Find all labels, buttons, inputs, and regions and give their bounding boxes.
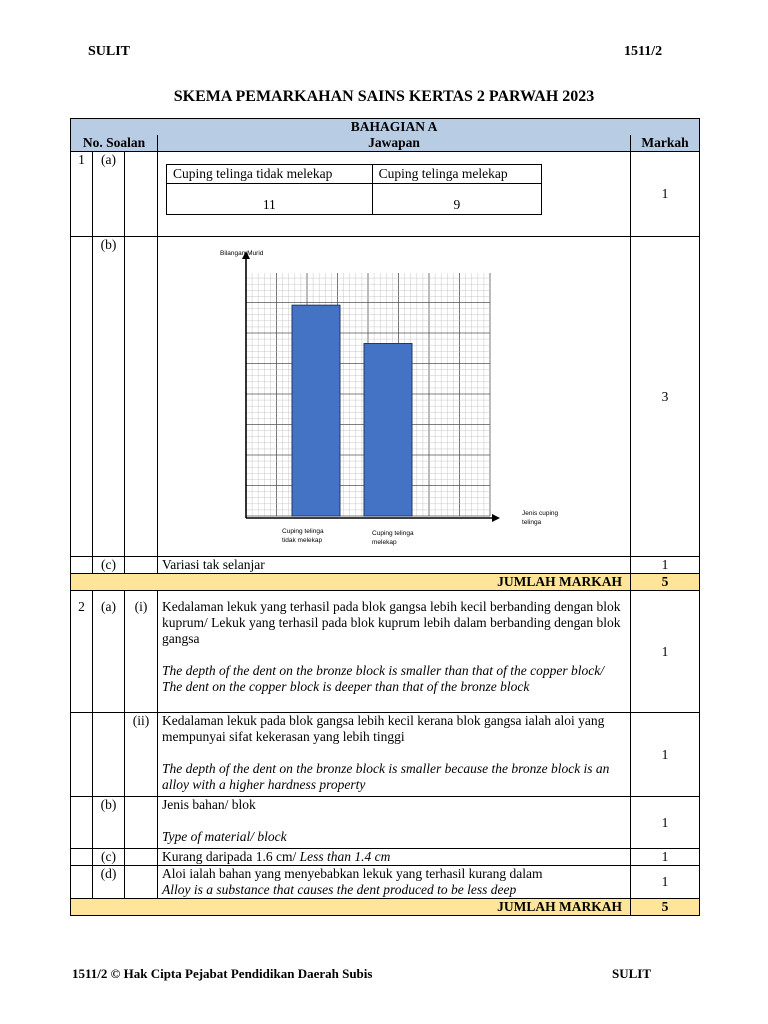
answer-cell: Kedalaman lekuk yang terhasil pada blok gangsa lebih kecil berbanding dengan blok kuprum/ Lekuk yang terhasil pada blok kuprum lebih dalam berbanding dengan blok gangsa The depth of the dent on the bronze block is smaller than that of the copper block/ The dent on the copper block is deeper than that of the bronze block (158, 591, 631, 713)
col-header-no: No. Soalan (71, 135, 158, 152)
ear-value-2: 9 (372, 184, 541, 215)
footer-right: SULIT (612, 966, 652, 981)
answer-cell (158, 152, 631, 237)
mark-cell: 1 (631, 591, 700, 713)
part-label: (a) (93, 591, 125, 713)
category-label-2: Cuping telinga melekap (372, 530, 414, 546)
marking-scheme-table (70, 118, 700, 916)
mark-cell: 1 (631, 797, 700, 849)
x-axis-arrow (492, 514, 500, 522)
bar-2 (364, 344, 412, 517)
header-left: SULIT (88, 44, 131, 59)
total-marks: 5 (631, 899, 700, 916)
mark-cell: 3 (631, 237, 700, 557)
ear-col-2: Cuping telinga melekap (372, 165, 541, 184)
part-label: (c) (93, 849, 125, 866)
ear-value-1: 11 (167, 184, 373, 215)
x-axis-label: Jenis cuping telinga (522, 510, 559, 526)
answer-cell: Kedalaman lekuk pada blok gangsa lebih kecil kerana blok gangsa ialah aloi yang mempunyai sifat kekerasan yang lebih tinggi The depth of the dent on the bronze block is smaller because the bronze block is an alloy with a higher hardness property (158, 713, 631, 797)
total-marks: 5 (631, 574, 700, 591)
section-header-row (71, 119, 700, 136)
bar-chart (220, 241, 570, 551)
total-label: JUMLAH MARKAH (71, 899, 631, 916)
answer-cell: Variasi tak selanjar (158, 557, 631, 574)
ear-lobe-table (166, 164, 542, 215)
col-header-answer: Jawapan (158, 135, 631, 152)
page-title: SKEMA PEMARKAHAN SAINS KERTAS 2 PARWAH 2023 (173, 88, 595, 105)
bar-1 (292, 305, 340, 516)
header-right: 1511/2 (624, 44, 663, 59)
table-row (71, 591, 700, 713)
table-row (71, 849, 700, 866)
part-label: (b) (93, 797, 125, 849)
subpart-label: (i) (125, 591, 158, 713)
table-row (71, 866, 700, 899)
table-row (71, 797, 700, 849)
mark-cell: 1 (631, 849, 700, 866)
table-row (71, 713, 700, 797)
table-row (71, 152, 700, 237)
footer-copyright: 1511/2 © Hak Cipta Pejabat Pendidikan Daerah Subis (72, 966, 373, 981)
answer-cell: Jenis bahan/ blok Type of material/ block (158, 797, 631, 849)
part-label: (c) (93, 557, 125, 574)
answer-cell: Aloi ialah bahan yang menyebabkan lekuk yang terhasil kurang dalam Alloy is a substance that causes the dent produced to be less deep (158, 866, 631, 899)
ear-col-1: Cuping telinga tidak melekap (167, 165, 373, 184)
mark-cell: 1 (631, 557, 700, 574)
category-label-1: Cuping telinga tidak melekap (282, 528, 324, 544)
table-row (71, 237, 700, 557)
part-label: (b) (93, 237, 125, 557)
chart-cell (158, 237, 631, 557)
col-header-marks: Markah (631, 135, 700, 152)
total-label: JUMLAH MARKAH (71, 574, 631, 591)
question-number: 2 (71, 591, 93, 713)
answer-cell: Kurang daripada 1.6 cm/ Less than 1.4 cm (158, 849, 631, 866)
mark-cell: 1 (631, 713, 700, 797)
column-header-row (71, 135, 700, 152)
y-axis-label: Bilangan Murid (220, 250, 264, 257)
mark-cell: 1 (631, 152, 700, 237)
total-row (71, 899, 700, 916)
subpart-label: (ii) (125, 713, 158, 797)
section-title: BAHAGIAN A (158, 119, 631, 136)
table-row (71, 557, 700, 574)
part-label: (a) (93, 152, 125, 237)
part-label: (d) (93, 866, 125, 899)
question-number: 1 (71, 152, 93, 237)
total-row (71, 574, 700, 591)
mark-cell: 1 (631, 866, 700, 899)
bar-chart-svg (220, 241, 570, 551)
